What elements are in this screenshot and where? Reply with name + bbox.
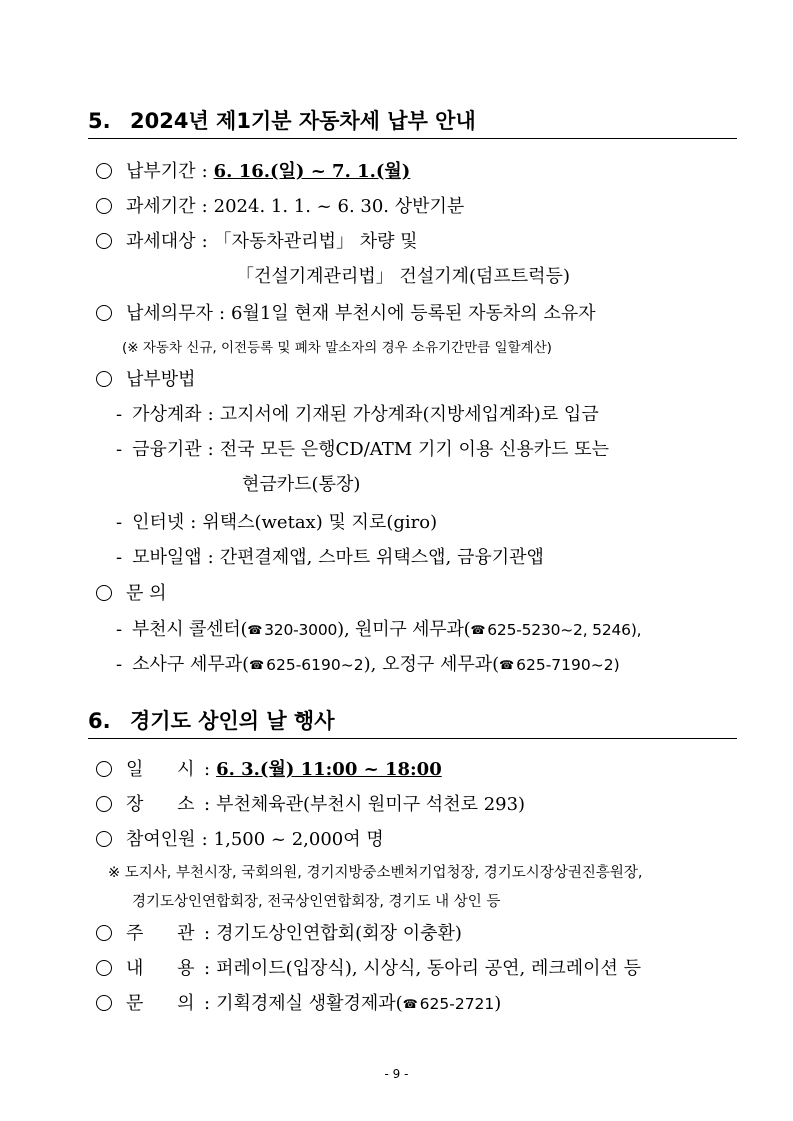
circle-bullet-icon [96, 163, 112, 179]
inquiry-line-1: - 부천시 콜센터(☎ 320-3000), 원미구 세무과(☎ 625-5230~2, 5246), [116, 619, 642, 640]
item-payment-method: 납부방법 [96, 368, 196, 392]
method-bank: - 금융기관 : 전국 모든 은행CD/ATM 기기 이용 신용카드 또는 [116, 439, 609, 460]
item-tax-period: 과세기간 : 2024. 1. 1. ~ 6. 30. 상반기분 [96, 195, 464, 219]
attendee-note-2: 경기도상인연합회장, 전국상인연합회장, 경기도 내 상인 등 [132, 894, 501, 910]
item-payment-period: 납부기간 : 6. 16.(일) ~ 7. 1.(월) [96, 160, 410, 184]
method-virtual-account: - 가상계좌 : 고지서에 기재된 가상계좌(지방세입계좌)로 입금 [116, 404, 599, 425]
method-mobile-app: - 모바일앱 : 간편결제앱, 스마트 위택스앱, 금융기관앱 [116, 547, 544, 568]
item-tax-target-cont: 「건설기계관리법」 건설기계(덤프트럭등) [236, 266, 570, 287]
circle-bullet-icon [96, 831, 112, 847]
event-program: 내 용 : 퍼레이드(입장식), 시상식, 동아리 공연, 레크레이션 등 [96, 957, 641, 981]
telephone-icon: ☎ [402, 997, 418, 1011]
highlight-value: 6. 3.(월) 11:00 ~ 18:00 [216, 759, 442, 780]
circle-bullet-icon [96, 305, 112, 321]
circle-bullet-icon [96, 960, 112, 976]
event-date: 일 시 : 6. 3.(월) 11:00 ~ 18:00 [96, 758, 442, 782]
section-6-heading [88, 705, 737, 739]
circle-bullet-icon [96, 585, 112, 601]
section-number: 5. [88, 109, 111, 133]
page-number: - 9 - [384, 1067, 409, 1081]
section-5-heading [88, 105, 737, 139]
circle-bullet-icon [96, 371, 112, 387]
event-organizer: 주 관 : 경기도상인연합회(회장 이충환) [96, 922, 462, 946]
circle-bullet-icon [96, 198, 112, 214]
circle-bullet-icon [96, 995, 112, 1011]
event-participants: 참여인원 : 1,500 ~ 2,000여 명 [96, 828, 384, 852]
section-title: 경기도 상인의 날 행사 [130, 709, 335, 733]
inquiry-line-2: - 소사구 세무과(☎ 625-6190~2), 오정구 세무과(☎ 625-7190~2) [116, 654, 620, 675]
item-taxpayer: 납세의무자 : 6월1일 현재 부천시에 등록된 자동차의 소유자 [96, 302, 596, 326]
method-bank-cont: 현금카드(통장) [242, 474, 361, 495]
highlight-value: 6. 16.(일) ~ 7. 1.(월) [213, 161, 411, 182]
circle-bullet-icon [96, 796, 112, 812]
telephone-icon: ☎ [470, 623, 486, 637]
section-title: 2024년 제1기분 자동차세 납부 안내 [130, 109, 476, 133]
circle-bullet-icon [96, 233, 112, 249]
proration-note: (※ 자동차 신규, 이전등록 및 폐차 말소자의 경우 소유기간만큼 일할계산) [122, 340, 552, 356]
event-inquiry: 문 의 : 기획경제실 생활경제과(☎ 625-2721) [96, 992, 501, 1016]
circle-bullet-icon [96, 761, 112, 777]
telephone-icon: ☎ [499, 658, 515, 672]
attendee-note-1: ※ 도지사, 부천시장, 국회의원, 경기지방중소벤처기업청장, 경기도시장상권진흥원장, [108, 865, 643, 881]
section-number: 6. [88, 709, 111, 733]
item-inquiry: 문 의 [96, 582, 167, 606]
item-tax-target: 과세대상 : 「자동차관리법」 차량 및 [96, 230, 418, 254]
circle-bullet-icon [96, 925, 112, 941]
event-venue: 장 소 : 부천체육관(부천시 원미구 석천로 293) [96, 793, 525, 817]
method-internet: - 인터넷 : 위택스(wetax) 및 지로(giro) [116, 512, 438, 533]
telephone-icon: ☎ [247, 623, 263, 637]
telephone-icon: ☎ [249, 658, 265, 672]
